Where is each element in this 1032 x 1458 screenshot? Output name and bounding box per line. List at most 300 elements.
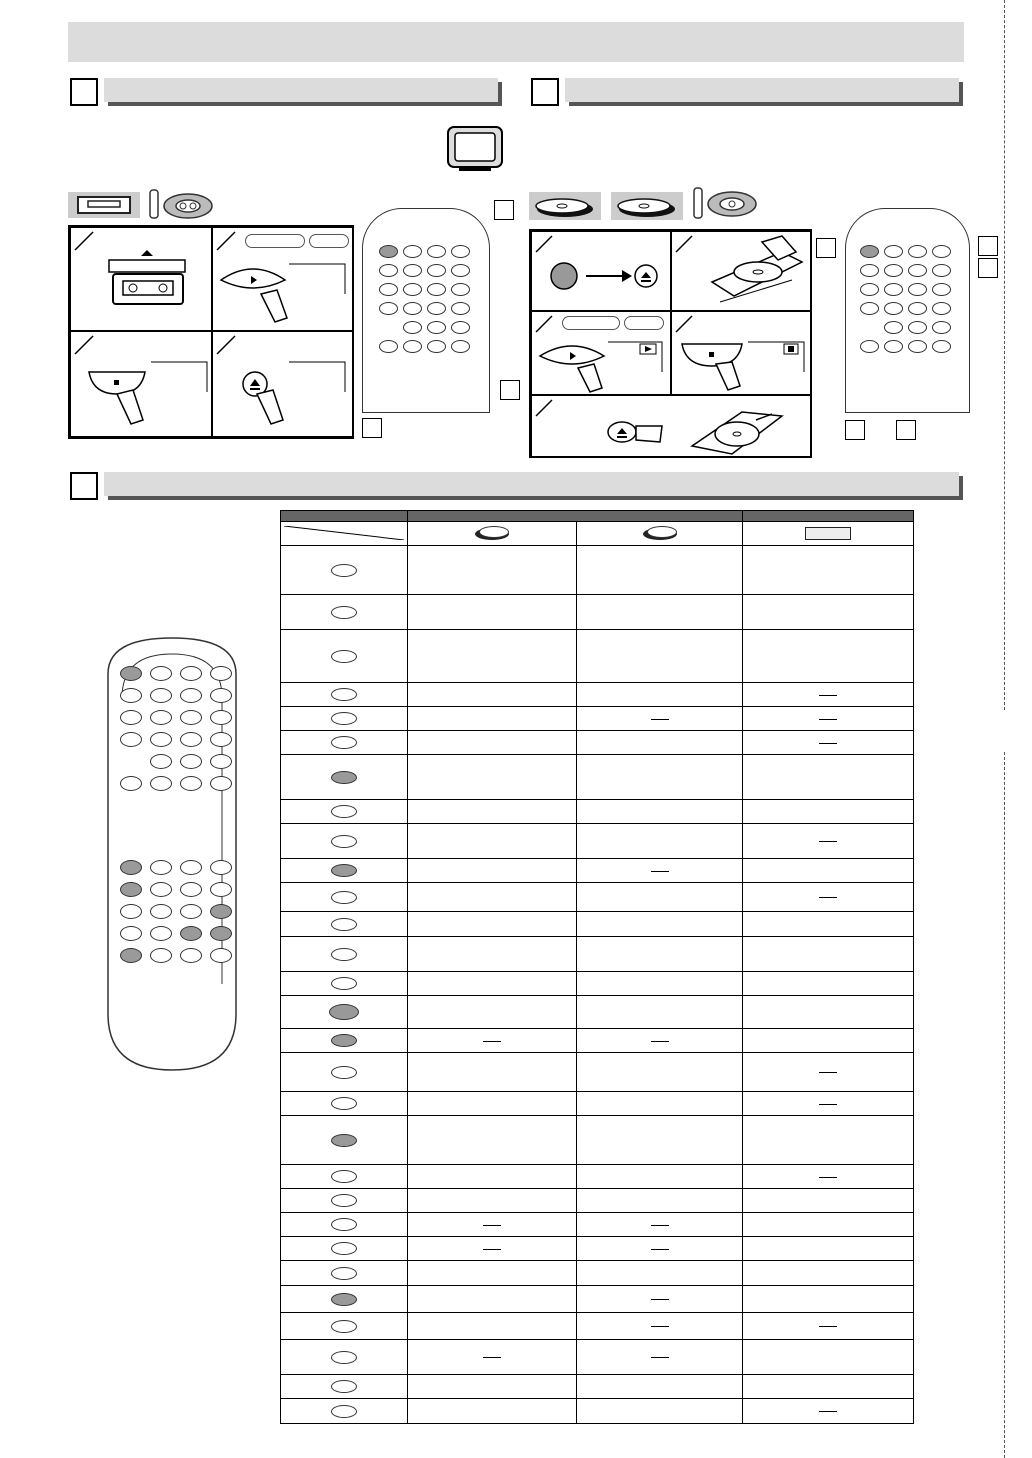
- remote-key-icon: [331, 688, 357, 701]
- function-cell: [577, 1237, 743, 1261]
- not-available-mark: [483, 1249, 501, 1250]
- table-row: [281, 731, 914, 755]
- function-cell: [743, 1375, 914, 1399]
- callout-box: [978, 258, 998, 278]
- table-row: [281, 824, 914, 859]
- function-cell: [408, 1237, 577, 1261]
- function-cell: [577, 1399, 743, 1424]
- dvd-step-3: [531, 311, 671, 395]
- remote-key-icon: [329, 1004, 359, 1020]
- function-cell: [577, 824, 743, 859]
- not-available-mark: [483, 1357, 501, 1358]
- button-icon-cell: [281, 683, 408, 707]
- remote-button: [932, 264, 951, 277]
- table-row: [281, 1165, 914, 1189]
- remote-button: [180, 776, 202, 791]
- dvd-disc-icon: [529, 192, 601, 220]
- callout-box: [845, 420, 865, 440]
- callout-box: [978, 236, 998, 256]
- remote-key-icon: [331, 805, 357, 818]
- function-cell: [408, 859, 577, 883]
- dvd-steps-panel: [529, 229, 812, 458]
- not-available-mark: [819, 743, 837, 744]
- remote-button: [908, 302, 927, 315]
- function-cell: [577, 1286, 743, 1313]
- remote-button: [120, 776, 142, 791]
- vcr-step-1: [70, 227, 212, 331]
- dvd-disc-icon: [475, 528, 509, 540]
- function-cell: [408, 1340, 577, 1375]
- function-cell: [408, 731, 577, 755]
- binding-guide-line: [1004, 0, 1005, 710]
- button-icon-cell: [281, 800, 408, 824]
- table-row: [281, 1313, 914, 1340]
- remote-key-icon: [331, 564, 357, 577]
- function-cell: [408, 883, 577, 912]
- remote-key-icon: [331, 864, 357, 877]
- function-cell: [408, 1286, 577, 1313]
- remote-key-icon: [331, 1242, 357, 1255]
- remote-button: [451, 245, 470, 258]
- not-available-mark: [651, 719, 669, 720]
- function-cell: [408, 630, 577, 683]
- button-icon-cell: [281, 1399, 408, 1424]
- remote-illustration-vcr: [362, 208, 490, 413]
- function-cell: [408, 996, 577, 1029]
- function-cell: [577, 912, 743, 937]
- remote-button: [451, 321, 470, 334]
- button-icon-cell: [281, 1116, 408, 1165]
- callout-box: [816, 238, 836, 258]
- function-cell: [577, 1375, 743, 1399]
- remote-button: [150, 776, 172, 791]
- remote-key-icon: [331, 1267, 357, 1280]
- function-cell: [743, 1092, 914, 1116]
- function-cell: [577, 707, 743, 731]
- remote-key-icon: [331, 948, 357, 961]
- remote-key-icon: [331, 1320, 357, 1333]
- button-icon-cell: [281, 546, 408, 595]
- speech-bubble: [624, 316, 664, 330]
- function-cell: [408, 1189, 577, 1213]
- remote-button: [884, 264, 903, 277]
- binding-guide-line: [1004, 752, 1005, 1458]
- remote-button: [150, 904, 172, 919]
- not-available-mark: [651, 1299, 669, 1300]
- function-cell: [577, 883, 743, 912]
- function-cell: [408, 1092, 577, 1116]
- remote-button: [150, 710, 172, 725]
- remote-button: [908, 245, 927, 258]
- function-cell: [408, 1375, 577, 1399]
- function-cell: [577, 1092, 743, 1116]
- not-available-mark: [819, 695, 837, 696]
- function-cell: [408, 1313, 577, 1340]
- remote-illustration-dvd: [845, 208, 970, 413]
- remote-button: [379, 245, 398, 258]
- remote-button: [120, 926, 142, 941]
- remote-button: [210, 688, 232, 703]
- dvd-mode-icon: [692, 186, 758, 220]
- button-icon-cell: [281, 1237, 408, 1261]
- function-cell: [577, 800, 743, 824]
- not-available-mark: [651, 1041, 669, 1042]
- not-available-mark: [651, 1249, 669, 1250]
- function-cell: [743, 800, 914, 824]
- table-row: [281, 595, 914, 630]
- not-available-mark: [819, 1411, 837, 1412]
- function-cell: [577, 1189, 743, 1213]
- remote-button: [210, 904, 232, 919]
- button-icon-cell: [281, 912, 408, 937]
- table-row: [281, 1029, 914, 1053]
- remote-button: [908, 321, 927, 334]
- function-cell: [577, 1029, 743, 1053]
- remote-button: [908, 283, 927, 296]
- table-row: [281, 707, 914, 731]
- remote-button: [210, 882, 232, 897]
- table-row: [281, 1399, 914, 1424]
- remote-button: [210, 948, 232, 963]
- remote-button: [150, 948, 172, 963]
- dvd-column-header: [408, 522, 577, 546]
- cd-column-header: [577, 522, 743, 546]
- button-icon-cell: [281, 824, 408, 859]
- button-icon-cell: [281, 1313, 408, 1340]
- button-icon-cell: [281, 1165, 408, 1189]
- function-cell: [408, 1165, 577, 1189]
- remote-button: [379, 340, 398, 353]
- button-icon-cell: [281, 883, 408, 912]
- remote-button: [451, 264, 470, 277]
- function-cell: [577, 937, 743, 972]
- remote-button: [180, 860, 202, 875]
- function-cell: [577, 1116, 743, 1165]
- remote-button: [427, 264, 446, 277]
- remote-button: [180, 926, 202, 941]
- remote-button: [180, 882, 202, 897]
- remote-button: [932, 245, 951, 258]
- function-cell: [408, 755, 577, 800]
- remote-button: [451, 283, 470, 296]
- remote-button: [120, 860, 142, 875]
- function-cell: [743, 824, 914, 859]
- function-cell: [408, 972, 577, 996]
- remote-button: [860, 302, 879, 315]
- function-cell: [408, 1213, 577, 1237]
- section-2-title-bar: [565, 78, 959, 102]
- remote-button: [210, 754, 232, 769]
- button-icon-cell: [281, 1261, 408, 1286]
- remote-key-icon: [331, 891, 357, 904]
- callout-box: [896, 420, 916, 440]
- button-icon-cell: [281, 937, 408, 972]
- function-cell: [577, 1213, 743, 1237]
- function-cell: [743, 755, 914, 800]
- remote-key-icon: [331, 771, 357, 784]
- remote-button: [180, 904, 202, 919]
- function-cell: [743, 1165, 914, 1189]
- function-cell: [408, 937, 577, 972]
- function-cell: [408, 595, 577, 630]
- remote-key-icon: [331, 1066, 357, 1079]
- function-cell: [743, 595, 914, 630]
- tv-icon: [447, 126, 503, 172]
- remote-button: [427, 340, 446, 353]
- remote-button: [180, 754, 202, 769]
- function-cell: [577, 546, 743, 595]
- button-icon-cell: [281, 1286, 408, 1313]
- button-icon-cell: [281, 1189, 408, 1213]
- remote-button: [180, 710, 202, 725]
- function-cell: [408, 1261, 577, 1286]
- table-header-cell: [408, 511, 743, 522]
- table-row: [281, 1092, 914, 1116]
- button-icon-cell: [281, 707, 408, 731]
- table-row: [281, 1340, 914, 1375]
- function-cell: [577, 595, 743, 630]
- function-cell: [743, 1340, 914, 1375]
- not-available-mark: [819, 897, 837, 898]
- remote-key-icon: [331, 1097, 357, 1110]
- button-icon-cell: [281, 1053, 408, 1092]
- function-cell: [408, 707, 577, 731]
- vcr-step-2: [212, 227, 354, 331]
- function-cell: [577, 1313, 743, 1340]
- remote-illustration-large: [104, 634, 240, 1074]
- cd-disc-icon: [643, 528, 677, 540]
- table-row: [281, 937, 914, 972]
- remote-button: [932, 302, 951, 315]
- remote-button: [860, 264, 879, 277]
- remote-button: [210, 666, 232, 681]
- cd-disc-icon: [611, 192, 683, 220]
- remote-button: [379, 283, 398, 296]
- function-cell: [408, 1116, 577, 1165]
- remote-button: [150, 688, 172, 703]
- table-corner-cell: [281, 522, 408, 546]
- table-row: [281, 800, 914, 824]
- not-available-mark: [651, 1357, 669, 1358]
- not-available-mark: [819, 1326, 837, 1327]
- table-row: [281, 912, 914, 937]
- remote-button: [884, 321, 903, 334]
- remote-button: [860, 245, 879, 258]
- button-icon-cell: [281, 595, 408, 630]
- remote-button: [210, 732, 232, 747]
- function-cell: [577, 755, 743, 800]
- vcr-mode-icon: [148, 188, 214, 220]
- function-cell: [743, 731, 914, 755]
- function-cell: [577, 972, 743, 996]
- remote-key-icon: [331, 835, 357, 848]
- table-row: [281, 683, 914, 707]
- button-icon-cell: [281, 1213, 408, 1237]
- remote-button: [403, 245, 422, 258]
- function-cell: [743, 1399, 914, 1424]
- table-row: [281, 546, 914, 595]
- remote-button: [908, 264, 927, 277]
- section-3-number-box: [70, 472, 98, 500]
- function-cell: [577, 1340, 743, 1375]
- table-row: [281, 859, 914, 883]
- remote-key-icon: [331, 650, 357, 663]
- callout-box: [500, 380, 520, 400]
- remote-button: [150, 860, 172, 875]
- remote-button: [860, 340, 879, 353]
- remote-button: [150, 732, 172, 747]
- remote-button: [210, 776, 232, 791]
- cassette-icon: [68, 192, 140, 218]
- not-available-mark: [651, 871, 669, 872]
- remote-button: [427, 245, 446, 258]
- remote-key-icon: [331, 1218, 357, 1231]
- remote-key-icon: [331, 606, 357, 619]
- remote-button: [403, 340, 422, 353]
- function-cell: [743, 1286, 914, 1313]
- button-icon-cell: [281, 972, 408, 996]
- button-icon-cell: [281, 859, 408, 883]
- function-cell: [743, 546, 914, 595]
- remote-button: [379, 302, 398, 315]
- function-cell: [408, 1053, 577, 1092]
- not-available-mark: [819, 1104, 837, 1105]
- remote-button: [932, 340, 951, 353]
- remote-key-icon: [331, 1293, 357, 1306]
- function-cell: [408, 683, 577, 707]
- button-icon-cell: [281, 731, 408, 755]
- remote-button: [403, 321, 422, 334]
- not-available-mark: [819, 719, 837, 720]
- section-1-title-bar: [104, 78, 498, 102]
- dvd-step-4: [671, 311, 812, 395]
- not-available-mark: [651, 1225, 669, 1226]
- function-reference-table: [280, 510, 914, 1424]
- remote-key-icon: [331, 918, 357, 931]
- remote-button: [120, 882, 142, 897]
- table-row: [281, 1261, 914, 1286]
- remote-button: [120, 904, 142, 919]
- table-row: [281, 1375, 914, 1399]
- dvd-step-1: [531, 231, 671, 311]
- function-cell: [408, 824, 577, 859]
- remote-key-icon: [331, 736, 357, 749]
- remote-button: [427, 321, 446, 334]
- remote-key-icon: [331, 977, 357, 990]
- remote-button: [884, 245, 903, 258]
- remote-key-icon: [331, 712, 357, 725]
- table-row: [281, 972, 914, 996]
- remote-button: [403, 302, 422, 315]
- remote-button: [180, 688, 202, 703]
- remote-key-icon: [331, 1034, 357, 1047]
- remote-button: [150, 666, 172, 681]
- remote-button: [403, 264, 422, 277]
- button-icon-cell: [281, 1340, 408, 1375]
- remote-button: [932, 321, 951, 334]
- remote-key-icon: [331, 1405, 357, 1418]
- dvd-step-5: [531, 395, 812, 458]
- dvd-step-2: [671, 231, 812, 311]
- button-icon-cell: [281, 1092, 408, 1116]
- remote-button: [120, 710, 142, 725]
- function-cell: [743, 859, 914, 883]
- page-header-bar: [68, 22, 964, 62]
- remote-button: [884, 340, 903, 353]
- remote-key-icon: [331, 1170, 357, 1183]
- button-icon-cell: [281, 1029, 408, 1053]
- table-row: [281, 1053, 914, 1092]
- remote-button: [884, 283, 903, 296]
- vcr-steps-panel: [68, 225, 354, 439]
- remote-button: [210, 926, 232, 941]
- function-cell: [743, 937, 914, 972]
- function-cell: [577, 731, 743, 755]
- function-cell: [408, 546, 577, 595]
- remote-button: [403, 283, 422, 296]
- cassette-icon: [805, 527, 851, 540]
- function-cell: [743, 972, 914, 996]
- function-cell: [408, 1029, 577, 1053]
- remote-button: [120, 666, 142, 681]
- remote-button: [884, 302, 903, 315]
- function-cell: [743, 883, 914, 912]
- function-cell: [743, 707, 914, 731]
- vcr-column-header: [743, 522, 914, 546]
- speech-bubble: [309, 234, 349, 248]
- function-cell: [743, 1116, 914, 1165]
- function-cell: [408, 912, 577, 937]
- not-available-mark: [483, 1225, 501, 1226]
- function-cell: [577, 859, 743, 883]
- function-cell: [743, 1029, 914, 1053]
- function-cell: [743, 683, 914, 707]
- not-available-mark: [483, 1041, 501, 1042]
- remote-button: [180, 732, 202, 747]
- speech-bubble: [245, 234, 305, 248]
- function-cell: [408, 800, 577, 824]
- function-cell: [743, 1053, 914, 1092]
- table-row: [281, 1213, 914, 1237]
- table-row: [281, 1286, 914, 1313]
- function-cell: [743, 1237, 914, 1261]
- remote-button: [932, 283, 951, 296]
- remote-button: [908, 340, 927, 353]
- speech-bubble: [562, 316, 620, 330]
- function-cell: [743, 1189, 914, 1213]
- button-icon-cell: [281, 755, 408, 800]
- function-cell: [577, 996, 743, 1029]
- remote-key-icon: [331, 1351, 357, 1364]
- table-row: [281, 1116, 914, 1165]
- remote-button: [150, 926, 172, 941]
- table-header-cell: [281, 511, 408, 522]
- button-icon-cell: [281, 1375, 408, 1399]
- remote-button: [210, 710, 232, 725]
- vcr-step-3: [70, 331, 212, 437]
- remote-button: [150, 882, 172, 897]
- function-cell: [577, 1261, 743, 1286]
- section-1-number-box: [70, 78, 98, 106]
- function-cell: [577, 630, 743, 683]
- not-available-mark: [819, 841, 837, 842]
- function-cell: [743, 630, 914, 683]
- function-cell: [743, 1313, 914, 1340]
- callout-box: [362, 418, 382, 438]
- remote-key-icon: [331, 1134, 357, 1147]
- remote-button: [379, 264, 398, 277]
- function-cell: [577, 1165, 743, 1189]
